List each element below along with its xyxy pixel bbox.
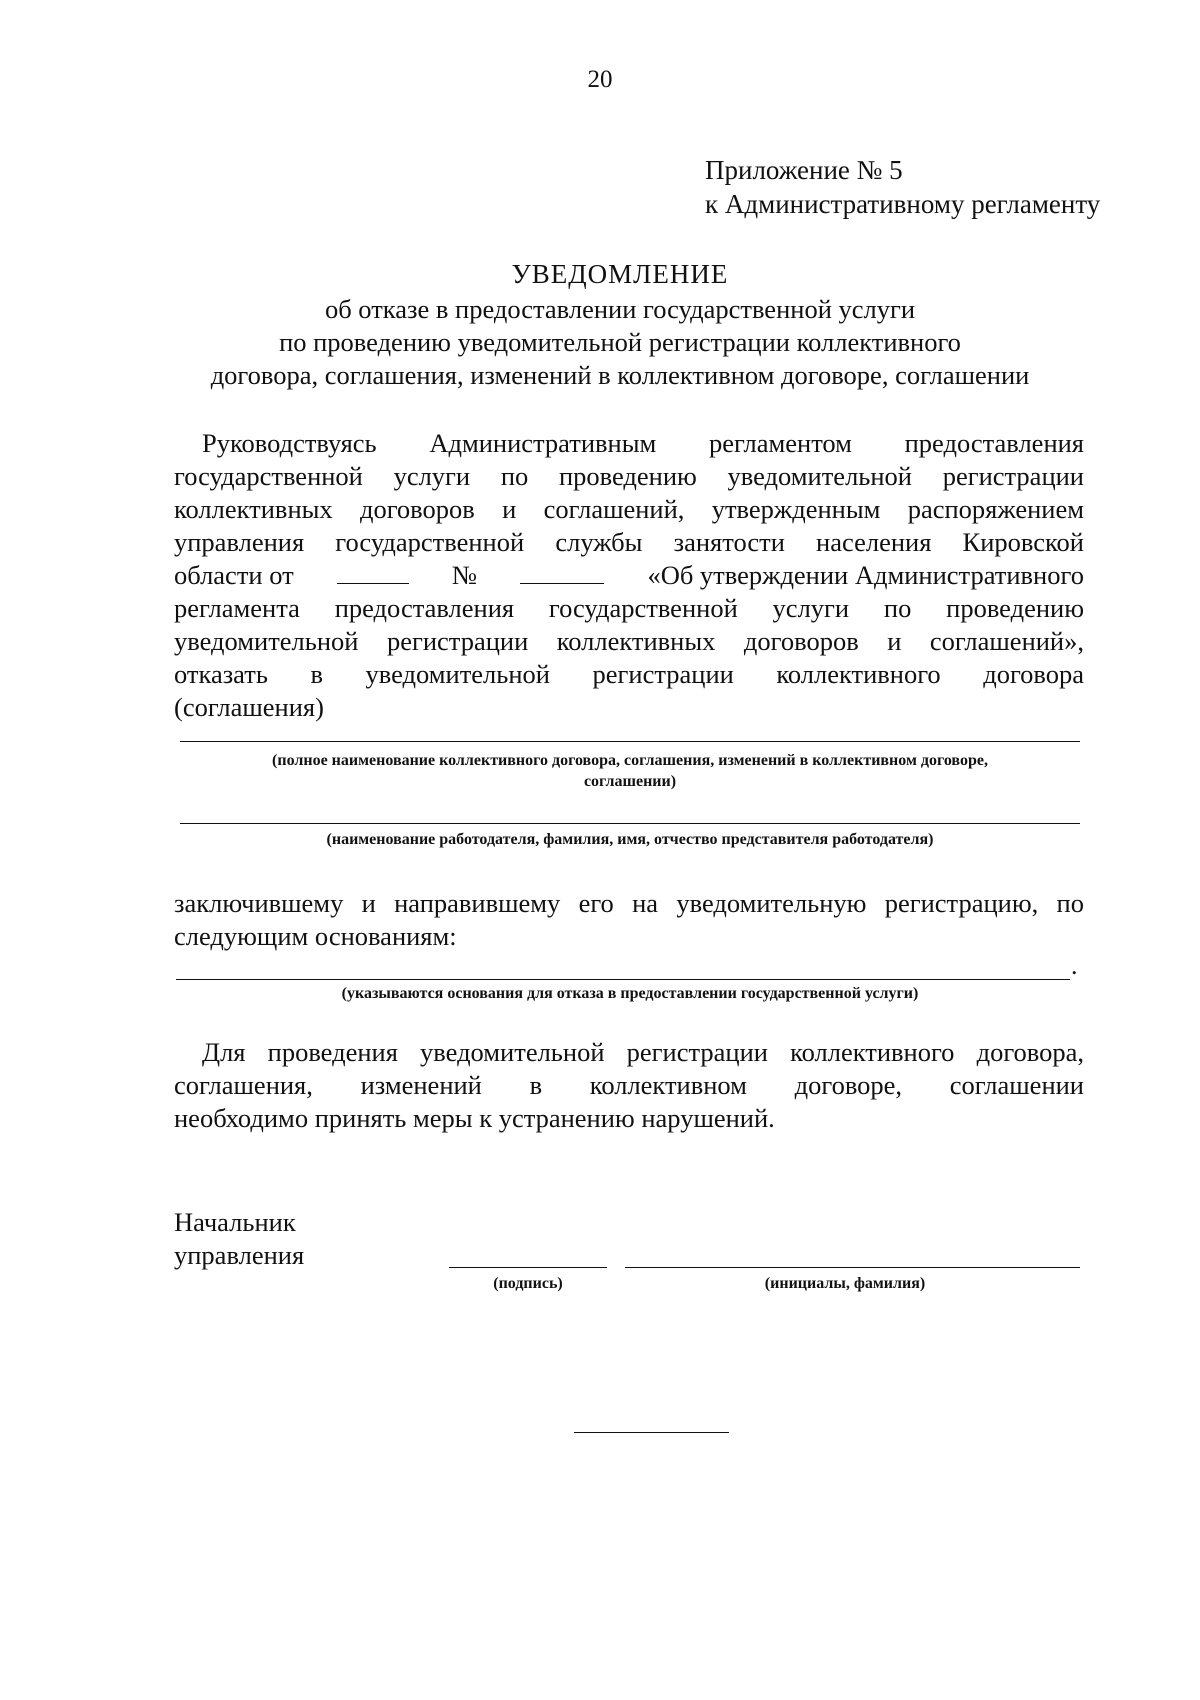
- text-number-sign: №: [451, 560, 478, 590]
- number-blank: [520, 563, 604, 584]
- page-number: 20: [587, 66, 613, 93]
- paragraph-line: заключившему и направившему его на уведомительную регистрацию, по: [174, 888, 1084, 918]
- subtitle-line-1: об отказе в предоставлении государственной услуги: [324, 294, 916, 324]
- paragraph-line-with-blanks: [174, 559, 1084, 592]
- employer-name-line: [180, 823, 1080, 824]
- paragraph-line: Для проведения уведомительной регистрации коллективного договора,: [202, 1037, 1084, 1067]
- paragraph-grounds: [174, 887, 1084, 953]
- caption-line-2: соглашении): [583, 773, 677, 790]
- grounds-line: [176, 979, 1070, 980]
- signer-title: [174, 1206, 304, 1272]
- employer-caption: (наименование работодателя, фамилия, имя, отчество представителя работодателя): [326, 831, 934, 848]
- document-title: УВЕДОМЛЕНИЕ: [511, 259, 729, 289]
- end-separator: [574, 1432, 729, 1433]
- paragraph-line: регламента предоставления государственной услуги по проведению: [174, 593, 1084, 623]
- grounds-caption: (указываются основания для отказа в предоставлении государственной услуги): [341, 985, 919, 1002]
- paragraph-line: государственной услуги по проведению уведомительной регистрации: [174, 461, 1084, 491]
- appendix-header: [705, 153, 1100, 221]
- paragraph-line: (соглашения): [174, 692, 324, 722]
- signer-line-1: Начальник: [174, 1207, 296, 1237]
- agreement-name-line: [180, 741, 1080, 742]
- initials-caption: (инициалы, фамилия): [764, 1275, 926, 1292]
- appendix-line-2: к Административному регламенту: [705, 189, 1101, 219]
- signature-caption: (подпись): [493, 1275, 563, 1292]
- grounds-period: .: [1071, 951, 1078, 980]
- caption-line-1: (полное наименование коллективного договора, соглашения, изменений в коллективном договоре,: [272, 752, 988, 769]
- subtitle-line-2: по проведению уведомительной регистрации коллективного: [279, 327, 961, 357]
- paragraph-line: уведомительной регистрации коллективных договоров и соглашений»,: [174, 626, 1084, 656]
- paragraph-basis: [174, 427, 1084, 724]
- appendix-line-1: Приложение № 5: [705, 155, 903, 185]
- subtitle-line-3: договора, соглашения, изменений в коллективном договоре, соглашении: [210, 360, 1030, 390]
- text-from: области от: [174, 560, 294, 590]
- paragraph-line: Руководствуясь Административным регламентом предоставления: [202, 428, 1084, 458]
- agreement-name-caption: [160, 750, 1100, 792]
- text-order-title: «Об утверждении Административного: [647, 560, 1084, 590]
- initials-line: [625, 1267, 1080, 1268]
- document-subtitle: [160, 293, 1080, 392]
- paragraph-line: управления государственной службы занятости населения Кировской: [174, 527, 1084, 557]
- paragraph-line: следующим основаниям:: [174, 921, 457, 951]
- paragraph-line: отказать в уведомительной регистрации коллективного договора: [174, 659, 1084, 689]
- paragraph-line: коллективных договоров и соглашений, утвержденным распоряжением: [174, 494, 1084, 524]
- paragraph-line: соглашения, изменений в коллективном договоре, соглашении: [174, 1070, 1084, 1100]
- date-blank: [337, 563, 409, 584]
- paragraph-measures: [174, 1036, 1084, 1135]
- signer-line-2: управления: [174, 1240, 305, 1270]
- signature-line: [449, 1267, 607, 1268]
- paragraph-line: необходимо принять меры к устранению нарушений.: [174, 1103, 775, 1133]
